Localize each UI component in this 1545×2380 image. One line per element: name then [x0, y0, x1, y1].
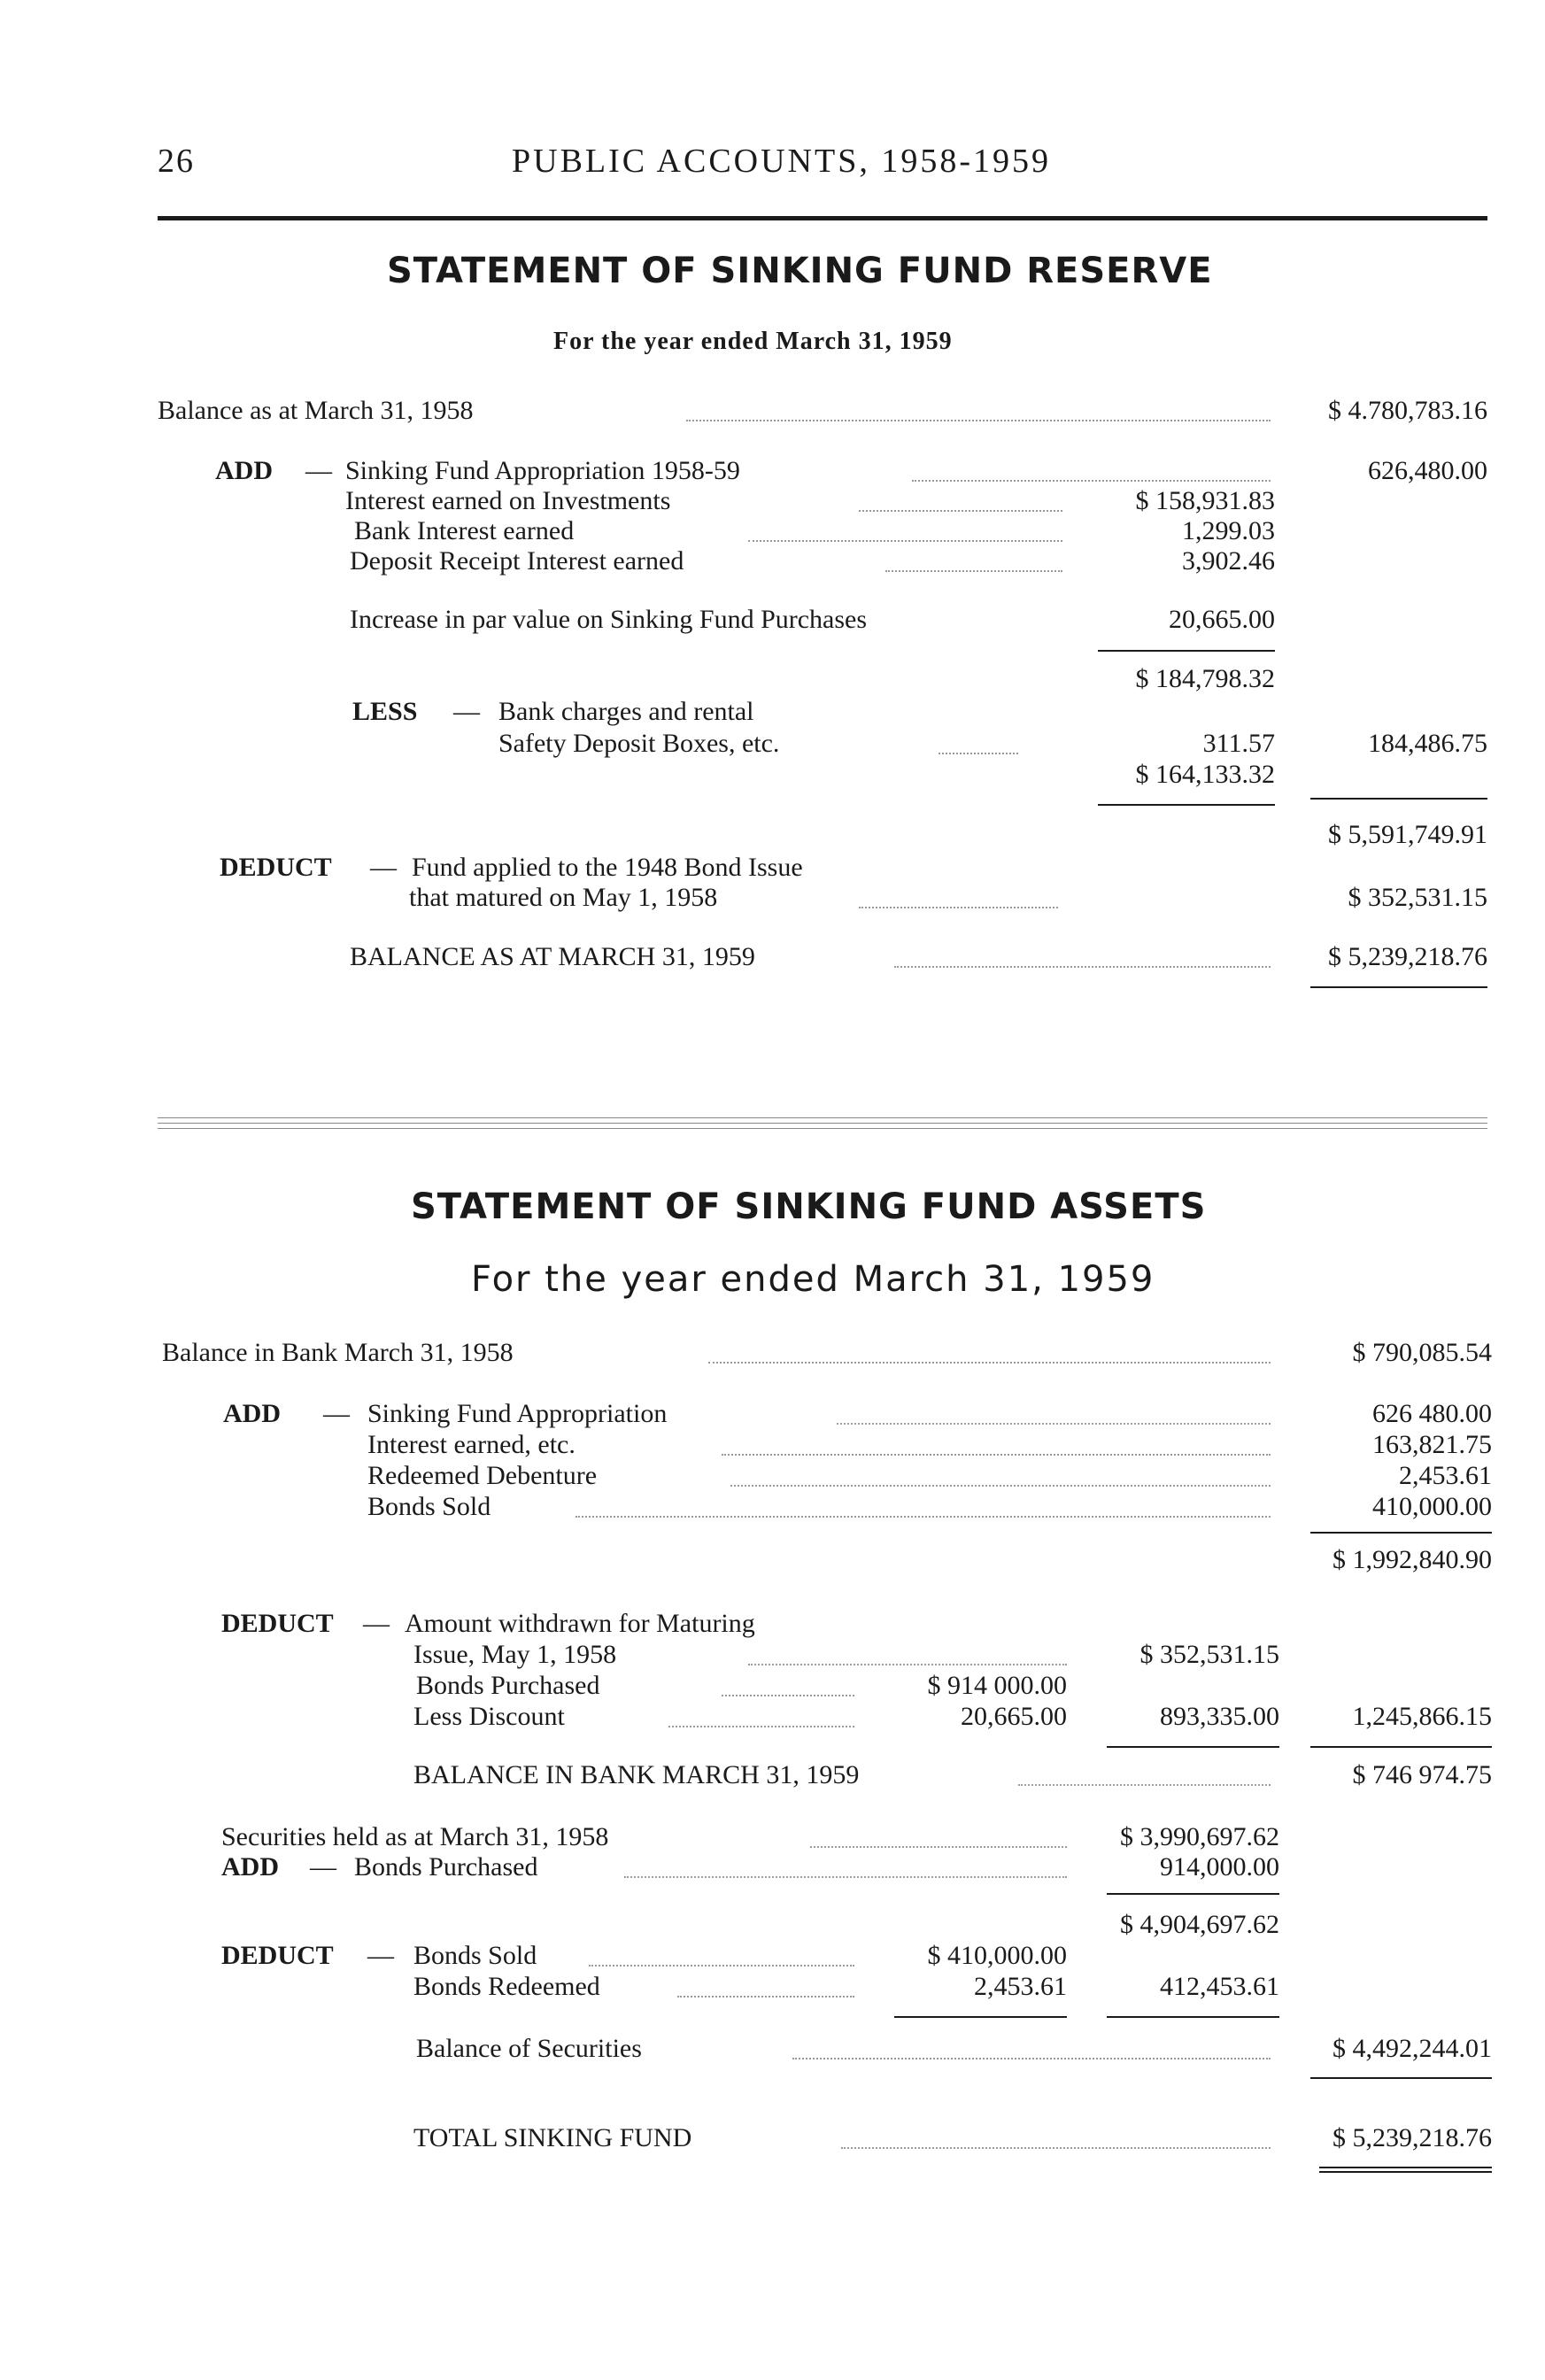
leader-dots: [837, 1423, 1271, 1425]
reserve-par-amount: 20,665.00: [1169, 605, 1275, 634]
assets-bonds-purchased-amount: $ 914 000.00: [927, 1671, 1067, 1700]
assets-add-amount-0: 626 480.00: [1372, 1399, 1492, 1428]
assets-add-dash: —: [323, 1399, 350, 1428]
reserve-add-word: ADD: [215, 456, 273, 485]
assets-securities-label: Securities held as at March 31, 1958: [221, 1822, 609, 1851]
rule: [1310, 798, 1487, 800]
assets-add-amount-3: 410,000.00: [1372, 1492, 1492, 1521]
leader-dots: [792, 2058, 1271, 2059]
reserve-deduct-word: DEDUCT: [220, 853, 332, 882]
leader-dots: [841, 2147, 1271, 2149]
leader-dots: [686, 420, 1271, 421]
assets-add-amount-1: 163,821.75: [1372, 1430, 1492, 1459]
assets-bank-closing-label: BALANCE IN BANK MARCH 31, 1959: [413, 1760, 860, 1789]
assets-deduct-line1: Amount withdrawn for Maturing: [405, 1609, 755, 1638]
rule: [894, 2016, 1067, 2018]
rule: [1310, 1746, 1492, 1748]
assets-less-discount-amount: 20,665.00: [961, 1702, 1067, 1731]
assets-sec-subtotal: $ 4,904,697.62: [1120, 1910, 1279, 1939]
assets-bank-label: Balance in Bank March 31, 1958: [162, 1338, 514, 1367]
assets-bonds-purchased-label: Bonds Purchased: [416, 1671, 600, 1700]
reserve-add-col2-0: 626,480.00: [1368, 456, 1487, 485]
leader-dots: [894, 966, 1271, 968]
assets-bonds-sold-amount: $ 410,000.00: [927, 1941, 1067, 1970]
section-divider: [158, 1117, 1487, 1118]
assets-sec-add-label: Bonds Purchased: [354, 1852, 538, 1882]
assets-sec-deduct-word: DEDUCT: [221, 1941, 334, 1970]
leader-dots: [624, 1876, 1067, 1878]
assets-sec-balance-amount: $ 4,492,244.01: [1333, 2034, 1492, 2063]
reserve-opening-amount: $ 4.780,783.16: [1328, 396, 1487, 425]
leader-dots: [730, 1485, 1271, 1487]
reserve-less-net-col2: 184,486.75: [1368, 729, 1487, 758]
reserve-subtotal: $ 184,798.32: [1135, 664, 1275, 693]
assets-sec-balance-label: Balance of Securities: [416, 2034, 642, 2063]
assets-add-label-0: Sinking Fund Appropriation: [367, 1399, 668, 1428]
rule: [1310, 986, 1487, 988]
assets-bonds-redeemed-label: Bonds Redeemed: [413, 1972, 600, 2001]
section-divider: [158, 1123, 1487, 1124]
assets-less-discount-label: Less Discount: [413, 1702, 565, 1731]
leader-dots: [722, 1454, 1271, 1456]
reserve-add-col1-3: 3,902.46: [1182, 546, 1275, 576]
leader-dots: [939, 753, 1018, 754]
assets-sec-add-word: ADD: [221, 1852, 279, 1882]
assets-deduct-line2-amount: $ 352,531.15: [1139, 1640, 1279, 1669]
reserve-deduct-line1: Fund applied to the 1948 Bond Issue: [412, 853, 803, 882]
reserve-subtitle: For the year ended March 31, 1959: [553, 328, 953, 355]
leader-dots: [1018, 1784, 1271, 1786]
reserve-title: STATEMENT OF SINKING FUND RESERVE: [387, 251, 1213, 291]
assets-add-label-3: Bonds Sold: [367, 1492, 491, 1521]
rule: [1107, 2016, 1279, 2018]
leader-dots: [668, 1726, 854, 1727]
reserve-add-dash: —: [305, 456, 332, 485]
leader-dots: [708, 1362, 1271, 1364]
leader-dots: [859, 907, 1058, 908]
reserve-less-amount: 311.57: [1202, 729, 1275, 758]
leader-dots: [885, 570, 1062, 572]
rule: [1107, 1746, 1279, 1748]
assets-sec-add-dash: —: [310, 1852, 336, 1882]
reserve-deduct-line2: that matured on May 1, 1958: [409, 883, 718, 912]
assets-securities-amount: $ 3,990,697.62: [1120, 1822, 1279, 1851]
reserve-add-label-2: Bank Interest earned: [354, 516, 575, 545]
reserve-closing-amount: $ 5,239,218.76: [1328, 942, 1487, 971]
rule: [1107, 1893, 1279, 1895]
reserve-add-label-3: Deposit Receipt Interest earned: [350, 546, 684, 576]
assets-add-word: ADD: [223, 1399, 281, 1428]
reserve-add-label-1: Interest earned on Investments: [345, 486, 671, 515]
reserve-less-line2: Safety Deposit Boxes, etc.: [498, 729, 780, 758]
header-rule: [158, 216, 1487, 220]
reserve-par-label: Increase in par value on Sinking Fund Purchases: [350, 605, 868, 634]
assets-add-amount-2: 2,453.61: [1399, 1461, 1492, 1490]
assets-total-amount: $ 5,239,218.76: [1333, 2123, 1492, 2152]
rule: [1319, 2171, 1492, 2173]
assets-bonds-sold-label: Bonds Sold: [413, 1941, 537, 1970]
assets-sec-deduct-total: 412,453.61: [1160, 1972, 1279, 2001]
leader-dots: [576, 1516, 1271, 1518]
leader-dots: [810, 1846, 1067, 1848]
reserve-closing-label: BALANCE AS AT MARCH 31, 1959: [350, 942, 755, 971]
assets-net-purchased: 893,335.00: [1160, 1702, 1279, 1731]
page-number: 26: [158, 143, 195, 180]
leader-dots: [859, 510, 1062, 512]
assets-bank-amount: $ 790,085.54: [1352, 1338, 1492, 1367]
assets-total-label: TOTAL SINKING FUND: [413, 2123, 692, 2152]
leader-dots: [722, 1695, 854, 1696]
running-title: PUBLIC ACCOUNTS, 1958-1959: [512, 143, 1051, 180]
rule: [1310, 2077, 1492, 2079]
leader-dots: [589, 1965, 854, 1967]
assets-add-label-1: Interest earned, etc.: [367, 1430, 576, 1459]
reserve-less-word: LESS: [352, 697, 418, 726]
leader-dots: [912, 480, 1271, 482]
leader-dots: [677, 1996, 854, 1998]
assets-add-label-2: Redeemed Debenture: [367, 1461, 598, 1490]
assets-deduct-line2: Issue, May 1, 1958: [413, 1640, 617, 1669]
assets-sec-add-amount: 914,000.00: [1160, 1852, 1279, 1882]
reserve-net-interest: $ 164,133.32: [1135, 760, 1275, 789]
rule: [1310, 1532, 1492, 1534]
reserve-add-col1-1: $ 158,931.83: [1135, 486, 1275, 515]
reserve-add-col1-2: 1,299.03: [1182, 516, 1275, 545]
assets-bonds-redeemed-amount: 2,453.61: [974, 1972, 1067, 2001]
leader-dots: [748, 1664, 1067, 1665]
reserve-less-line1: Bank charges and rental: [498, 697, 754, 726]
reserve-opening-label: Balance as at March 31, 1958: [158, 396, 474, 425]
assets-subtitle: For the year ended March 31, 1959: [471, 1259, 1155, 1300]
rule: [1098, 650, 1275, 652]
assets-add-total: $ 1,992,840.90: [1333, 1545, 1492, 1574]
reserve-less-dash: —: [453, 697, 480, 726]
assets-sec-deduct-dash: —: [367, 1941, 394, 1970]
assets-deduct-dash: —: [363, 1609, 390, 1638]
assets-deduct-word: DEDUCT: [221, 1609, 334, 1638]
assets-deduct-total: 1,245,866.15: [1352, 1702, 1492, 1731]
rule: [1098, 804, 1275, 806]
assets-bank-closing-amount: $ 746 974.75: [1352, 1760, 1492, 1789]
section-divider: [158, 1128, 1487, 1129]
rule: [1319, 2167, 1492, 2168]
reserve-deduct-amount: $ 352,531.15: [1348, 883, 1487, 912]
assets-title: STATEMENT OF SINKING FUND ASSETS: [411, 1186, 1207, 1227]
reserve-total: $ 5,591,749.91: [1328, 820, 1487, 849]
reserve-deduct-dash: —: [370, 853, 397, 882]
reserve-add-label-0: Sinking Fund Appropriation 1958-59: [345, 456, 740, 485]
leader-dots: [748, 540, 1062, 542]
